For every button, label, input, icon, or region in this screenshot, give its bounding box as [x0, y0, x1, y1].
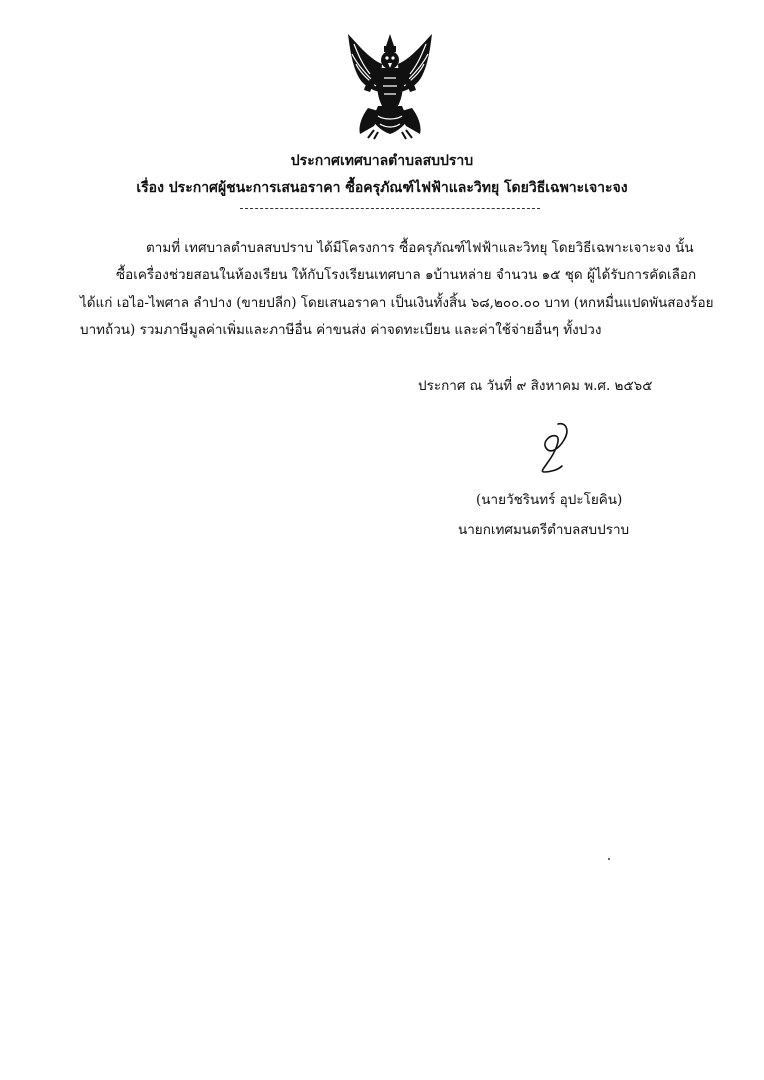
announcement-subject: เรื่อง ประกาศผู้ชนะการเสนอราคา ซื้อครุภัณฑ์ไฟฟ้าและวิทยุ โดยวิธีเฉพาะเจาะจง: [136, 180, 628, 196]
body-paragraph-line-3: ได้แก่ เอไอ-ไพศาล ลำปาง (ขายปลีก) โดยเสนอราคา เป็นเงินทั้งสิ้น ๖๘,๒๐๐.๐๐ บาท (หกหมื่นแปดพันสองร้อย: [80, 295, 714, 311]
body-paragraph-line-2: ซื้อเครื่องช่วยสอนในห้องเรียน ให้กับโรงเรียนเทศบาล ๑บ้านหล่าย จำนวน ๑๕ ชุด ผู้ได้รับการคัดเลือก: [116, 267, 697, 283]
garuda-emblem-icon: [338, 30, 442, 140]
announcement-title: ประกาศเทศบาลตำบลสบปราบ: [290, 153, 474, 169]
body-paragraph-line-4: บาทถ้วน) รวมภาษีมูลค่าเพิ่มและภาษีอื่น ค่าขนส่ง ค่าจดทะเบียน และค่าใช้จ่ายอื่นๆ ทั้งปวง: [80, 322, 602, 338]
signer-name: (นายวัชรินทร์ อุปะโยคิน): [476, 492, 623, 508]
handwritten-signature: [528, 420, 576, 476]
scan-speck: [608, 858, 610, 860]
body-paragraph-line-1: ตามที่ เทศบาลตำบลสบปราบ ได้มีโครงการ ซื้อครุภัณฑ์ไฟฟ้าและวิทยุ โดยวิธีเฉพาะเจาะจง นั้น: [146, 240, 694, 256]
issue-date: ประกาศ ณ วันที่ ๙ สิงหาคม พ.ศ. ๒๕๖๕: [418, 378, 653, 394]
signer-position: นายกเทศมนตรีตำบลสบปราบ: [458, 522, 630, 538]
separator-line: [240, 208, 540, 209]
